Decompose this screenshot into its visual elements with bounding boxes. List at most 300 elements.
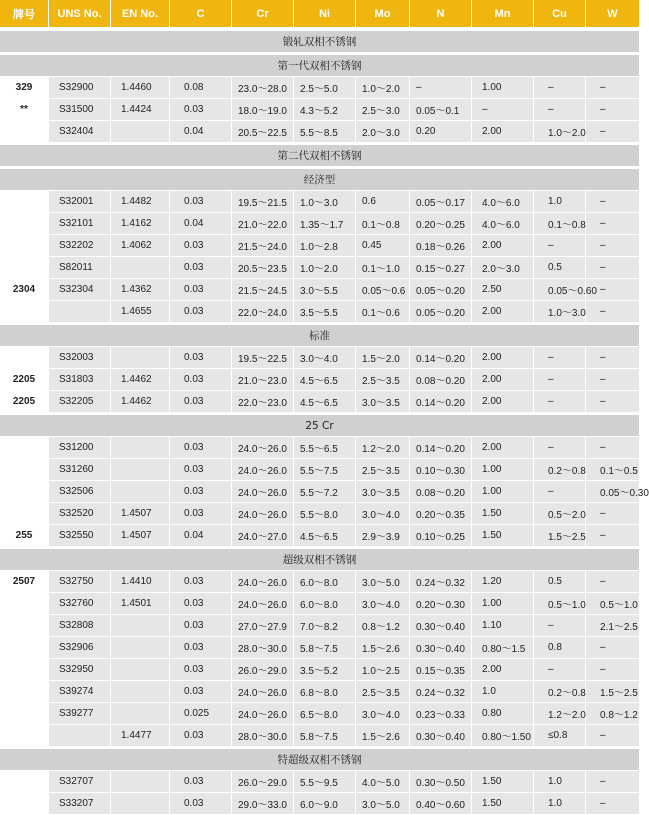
en-cell: 1.4482 [111,191,170,213]
en-cell: 1.4362 [111,279,170,301]
mo-cell: 0.05～0.6 [356,279,410,301]
col-header-w: W [586,0,640,29]
table-row [0,703,640,725]
n-cell: 0.30～0.40 [410,725,472,747]
cu-cell: – [534,615,586,637]
cu-cell: – [534,391,586,413]
n-cell: 0.15～0.35 [410,659,472,681]
en-cell [111,437,170,459]
mn-cell: 1.00 [472,593,534,615]
mn-cell: 2.00 [472,347,534,369]
grade-cell [0,437,49,459]
section-label: 经济型 [0,167,640,191]
mn-cell: 4.0～6.0 [472,191,534,213]
uns-cell: S39277 [49,703,111,725]
table-row [0,793,640,815]
c-cell: 0.04 [170,213,232,235]
c-cell: 0.03 [170,279,232,301]
section-label: 第一代双相不锈钢 [0,53,640,77]
cr-cell: 26.0～29.0 [232,659,294,681]
table-row [0,279,640,301]
cr-cell: 27.0～27.9 [232,615,294,637]
mo-cell: 3.0～4.0 [356,503,410,525]
mo-cell: 2.5～3.5 [356,459,410,481]
grade-cell [0,235,49,257]
en-cell: 1.4501 [111,593,170,615]
en-cell [111,771,170,793]
cu-cell: – [534,369,586,391]
section-label: 锻轧双相不锈钢 [0,29,640,53]
uns-cell: S32808 [49,615,111,637]
c-cell: 0.03 [170,571,232,593]
cu-cell: 0.2～0.8 [534,681,586,703]
grade-cell [0,257,49,279]
table-row [0,77,640,99]
w-cell: – [586,391,640,413]
table-row [0,615,640,637]
mn-cell: – [472,99,534,121]
mn-cell: 2.00 [472,391,534,413]
cr-cell: 22.0～23.0 [232,391,294,413]
table-row [0,637,640,659]
en-cell: 1.4507 [111,525,170,547]
mn-cell: 1.0 [472,681,534,703]
grade-cell: 329 [0,77,49,99]
c-cell: 0.03 [170,771,232,793]
grade-cell [0,659,49,681]
ni-cell: 1.0～2.8 [294,235,356,257]
cr-cell: 24.0～27.0 [232,525,294,547]
grade-cell [0,793,49,815]
en-cell: 1.4062 [111,235,170,257]
mo-cell: 0.8～1.2 [356,615,410,637]
uns-cell: S32202 [49,235,111,257]
w-cell: – [586,301,640,323]
cr-cell: 20.5～23.5 [232,257,294,279]
n-cell: 0.14～0.20 [410,437,472,459]
mn-cell: 1.50 [472,525,534,547]
ni-cell: 6.5～8.0 [294,703,356,725]
w-cell: – [586,659,640,681]
mn-cell: 0.80 [472,703,534,725]
cr-cell: 20.5～22.5 [232,121,294,143]
table-row [0,459,640,481]
n-cell: 0.30～0.50 [410,771,472,793]
mo-cell: 2.9～3.9 [356,525,410,547]
cu-cell: 0.5～1.0 [534,593,586,615]
en-cell [111,659,170,681]
cr-cell: 21.0～22.0 [232,213,294,235]
c-cell: 0.03 [170,191,232,213]
grade-cell [0,459,49,481]
n-cell: 0.18～0.26 [410,235,472,257]
n-cell: 0.05～0.20 [410,279,472,301]
table-row [0,391,640,413]
section-label: 超级双相不锈钢 [0,547,640,571]
cu-cell: – [534,77,586,99]
w-cell: – [586,77,640,99]
cr-cell: 24.0～26.0 [232,481,294,503]
cu-cell: – [534,481,586,503]
ni-cell: 3.0～5.5 [294,279,356,301]
section-label: 25 Cr [0,413,640,437]
cu-cell: 1.0 [534,771,586,793]
c-cell: 0.08 [170,77,232,99]
ni-cell: 3.5～5.2 [294,659,356,681]
cu-cell: 1.2～2.0 [534,703,586,725]
uns-cell [49,725,111,747]
mo-cell: 1.2～2.0 [356,437,410,459]
uns-cell: S32750 [49,571,111,593]
w-cell: – [586,191,640,213]
c-cell: 0.03 [170,681,232,703]
en-cell: 1.4507 [111,503,170,525]
mo-cell: 2.0～3.0 [356,121,410,143]
table-row [0,257,640,279]
w-cell: – [586,437,640,459]
n-cell: 0.20～0.35 [410,503,472,525]
uns-cell: S32550 [49,525,111,547]
ni-cell: 7.0～8.2 [294,615,356,637]
table-row [0,213,640,235]
grade-cell [0,503,49,525]
grade-cell [0,191,49,213]
mn-cell: 1.00 [472,77,534,99]
n-cell: 0.14～0.20 [410,391,472,413]
cr-cell: 21.0～23.0 [232,369,294,391]
table-row [0,235,640,257]
c-cell: 0.03 [170,391,232,413]
cu-cell: 1.0～3.0 [534,301,586,323]
ni-cell: 2.5～5.0 [294,77,356,99]
c-cell: 0.03 [170,659,232,681]
w-cell: – [586,279,640,301]
mn-cell: 1.00 [472,481,534,503]
grade-cell [0,615,49,637]
n-cell: 0.24～0.32 [410,571,472,593]
en-cell [111,793,170,815]
mo-cell: 1.5～2.6 [356,725,410,747]
grade-cell [0,637,49,659]
n-cell: 0.08～0.20 [410,481,472,503]
cr-cell: 24.0～26.0 [232,703,294,725]
ni-cell: 1.35～1.7 [294,213,356,235]
cu-cell: 0.8 [534,637,586,659]
ni-cell: 6.0～8.0 [294,571,356,593]
table-row [0,593,640,615]
ni-cell: 5.5～7.2 [294,481,356,503]
c-cell: 0.03 [170,503,232,525]
section-label: 标准 [0,323,640,347]
uns-cell: S32003 [49,347,111,369]
n-cell: 0.20～0.30 [410,593,472,615]
section-row [0,747,640,771]
uns-cell: S32950 [49,659,111,681]
ni-cell: 6.8～8.0 [294,681,356,703]
ni-cell: 1.0～2.0 [294,257,356,279]
w-cell: 1.5～2.5 [586,681,640,703]
en-cell [111,347,170,369]
cu-cell: 0.05～0.60 [534,279,586,301]
n-cell: 0.05～0.1 [410,99,472,121]
w-cell: – [586,369,640,391]
cu-cell: – [534,437,586,459]
uns-cell: S32304 [49,279,111,301]
uns-cell: S32001 [49,191,111,213]
ni-cell: 4.3～5.2 [294,99,356,121]
grade-cell: 2507 [0,571,49,593]
n-cell: 0.10～0.30 [410,459,472,481]
c-cell: 0.03 [170,725,232,747]
table-row [0,525,640,547]
uns-cell: S39274 [49,681,111,703]
w-cell: – [586,503,640,525]
cr-cell: 24.0～26.0 [232,503,294,525]
ni-cell: 4.5～6.5 [294,391,356,413]
table-row [0,99,640,121]
mn-cell: 1.50 [472,771,534,793]
uns-cell: S33207 [49,793,111,815]
table-row [0,191,640,213]
uns-cell: S32900 [49,77,111,99]
c-cell: 0.03 [170,793,232,815]
table-row [0,121,640,143]
col-header-n: N [410,0,472,29]
cr-cell: 28.0～30.0 [232,637,294,659]
c-cell: 0.025 [170,703,232,725]
uns-cell: S32906 [49,637,111,659]
grade-cell [0,121,49,143]
mo-cell: 3.0～3.5 [356,481,410,503]
en-cell: 1.4655 [111,301,170,323]
mn-cell: 1.10 [472,615,534,637]
w-cell: – [586,725,640,747]
cu-cell: 0.5 [534,571,586,593]
w-cell: – [586,213,640,235]
c-cell: 0.04 [170,121,232,143]
uns-cell: S32205 [49,391,111,413]
cr-cell: 23.0～28.0 [232,77,294,99]
n-cell: 0.30～0.40 [410,615,472,637]
c-cell: 0.03 [170,99,232,121]
section-row [0,53,640,77]
n-cell: 0.23～0.33 [410,703,472,725]
cr-cell: 29.0～33.0 [232,793,294,815]
uns-cell: S32760 [49,593,111,615]
col-header-cu: Cu [534,0,586,29]
grade-cell [0,593,49,615]
grade-cell [0,213,49,235]
uns-cell: S31200 [49,437,111,459]
mn-cell: 0.80～1.5 [472,637,534,659]
n-cell: 0.20～0.25 [410,213,472,235]
grade-cell: 2304 [0,279,49,301]
en-cell: 1.4424 [111,99,170,121]
cu-cell: – [534,235,586,257]
mo-cell: 3.0～4.0 [356,593,410,615]
en-cell [111,703,170,725]
mn-cell: 1.50 [472,793,534,815]
cu-cell: 0.5～2.0 [534,503,586,525]
mn-cell: 2.50 [472,279,534,301]
w-cell: – [586,347,640,369]
en-cell: 1.4460 [111,77,170,99]
w-cell: – [586,99,640,121]
cr-cell: 24.0～26.0 [232,681,294,703]
c-cell: 0.03 [170,257,232,279]
grade-cell: ** [0,99,49,121]
cu-cell: – [534,659,586,681]
header-row [0,0,640,29]
w-cell: – [586,525,640,547]
n-cell: 0.24～0.32 [410,681,472,703]
uns-cell: S82011 [49,257,111,279]
ni-cell: 3.5～5.5 [294,301,356,323]
grade-cell: 2205 [0,369,49,391]
mn-cell: 2.00 [472,301,534,323]
n-cell: 0.40～0.60 [410,793,472,815]
ni-cell: 5.5～7.5 [294,459,356,481]
en-cell: 1.4462 [111,369,170,391]
cr-cell: 24.0～26.0 [232,459,294,481]
w-cell: – [586,771,640,793]
col-header-mo: Mo [356,0,410,29]
c-cell: 0.03 [170,481,232,503]
cr-cell: 18.0～19.0 [232,99,294,121]
uns-cell: S32506 [49,481,111,503]
mn-cell: 0.80～1.50 [472,725,534,747]
ni-cell: 6.0～8.0 [294,593,356,615]
c-cell: 0.03 [170,301,232,323]
en-cell [111,121,170,143]
mn-cell: 2.00 [472,369,534,391]
ni-cell: 5.5～8.0 [294,503,356,525]
mo-cell: 0.1～0.6 [356,301,410,323]
cu-cell: 1.5～2.5 [534,525,586,547]
section-row [0,323,640,347]
c-cell: 0.03 [170,369,232,391]
mo-cell: 3.0～4.0 [356,703,410,725]
ni-cell: 5.5～9.5 [294,771,356,793]
mo-cell: 1.0～2.0 [356,77,410,99]
section-row [0,413,640,437]
col-header-grade: 牌号 [0,0,49,29]
grade-cell [0,347,49,369]
col-header-c: C [170,0,232,29]
n-cell: 0.10～0.25 [410,525,472,547]
en-cell: 1.4462 [111,391,170,413]
grade-cell [0,771,49,793]
c-cell: 0.03 [170,593,232,615]
uns-cell: S31260 [49,459,111,481]
grade-cell [0,725,49,747]
table-row [0,301,640,323]
section-row [0,167,640,191]
n-cell: 0.05～0.17 [410,191,472,213]
cr-cell: 24.0～26.0 [232,437,294,459]
mn-cell: 2.00 [472,437,534,459]
c-cell: 0.04 [170,525,232,547]
mo-cell: 2.5～3.5 [356,369,410,391]
section-row [0,29,640,53]
en-cell [111,637,170,659]
table-body [0,29,649,815]
cr-cell: 26.0～29.0 [232,771,294,793]
uns-cell: S32520 [49,503,111,525]
table-row [0,571,640,593]
mo-cell: 1.5～2.6 [356,637,410,659]
grade-cell [0,481,49,503]
mo-cell: 3.0～5.0 [356,793,410,815]
mo-cell: 0.1～0.8 [356,213,410,235]
n-cell: 0.14～0.20 [410,347,472,369]
grade-cell: 255 [0,525,49,547]
cr-cell: 22.0～24.0 [232,301,294,323]
cu-cell: 1.0 [534,793,586,815]
n-cell: 0.15～0.27 [410,257,472,279]
w-cell: 0.05～0.30 [586,481,640,503]
cu-cell: 0.1～0.8 [534,213,586,235]
c-cell: 0.03 [170,347,232,369]
section-label: 特超级双相不锈钢 [0,747,640,771]
ni-cell: 5.5～6.5 [294,437,356,459]
c-cell: 0.03 [170,459,232,481]
ni-cell: 1.0～3.0 [294,191,356,213]
w-cell: 0.5～1.0 [586,593,640,615]
c-cell: 0.03 [170,235,232,257]
uns-cell: S32707 [49,771,111,793]
c-cell: 0.03 [170,615,232,637]
cr-cell: 28.0～30.0 [232,725,294,747]
w-cell: 0.8～1.2 [586,703,640,725]
w-cell: – [586,257,640,279]
section-row [0,547,640,571]
mn-cell: 4.0～6.0 [472,213,534,235]
table-row [0,725,640,747]
mo-cell: 3.0～3.5 [356,391,410,413]
en-cell: 1.4162 [111,213,170,235]
ni-cell: 5.8～7.5 [294,637,356,659]
mo-cell: 4.0～5.0 [356,771,410,793]
table-row [0,369,640,391]
mn-cell: 2.0～3.0 [472,257,534,279]
w-cell: – [586,235,640,257]
ni-cell: 3.0～4.0 [294,347,356,369]
uns-cell: S31803 [49,369,111,391]
n-cell: 0.20 [410,121,472,143]
section-label: 第二代双相不锈钢 [0,143,640,167]
n-cell: 0.30～0.40 [410,637,472,659]
cu-cell: 1.0～2.0 [534,121,586,143]
mo-cell: 1.5～2.0 [356,347,410,369]
grade-cell [0,703,49,725]
mn-cell: 2.00 [472,659,534,681]
mo-cell: 0.45 [356,235,410,257]
mo-cell: 1.0～2.5 [356,659,410,681]
col-header-mn: Mn [472,0,534,29]
grade-cell [0,301,49,323]
grade-cell: 2205 [0,391,49,413]
n-cell: – [410,77,472,99]
mo-cell: 2.5～3.5 [356,681,410,703]
w-cell: – [586,637,640,659]
cr-cell: 19.5～22.5 [232,347,294,369]
col-header-ni: Ni [294,0,356,29]
en-cell [111,257,170,279]
col-header-en: EN No. [111,0,170,29]
en-cell: 1.4410 [111,571,170,593]
mn-cell: 1.50 [472,503,534,525]
